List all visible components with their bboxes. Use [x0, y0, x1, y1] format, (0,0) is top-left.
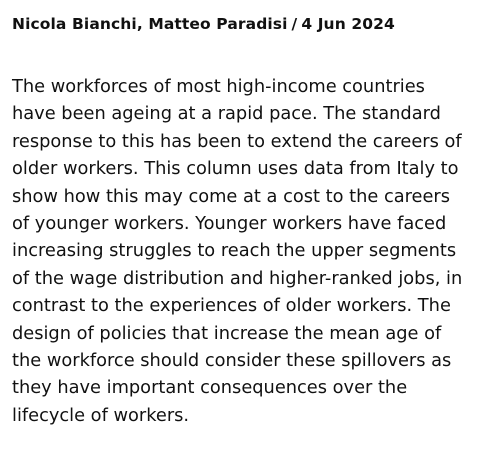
abstract-line: the workforce should consider these spillovers as	[12, 350, 452, 372]
abstract-line: older workers. This column uses data from Italy to	[12, 158, 459, 180]
abstract-line: increasing struggles to reach the upper segments	[12, 240, 457, 262]
abstract-line: have been ageing at a rapid pace. The standard	[12, 103, 441, 125]
abstract-line: design of policies that increase the mean age of	[12, 322, 442, 344]
publication-date: 4 Jun 2024	[301, 15, 395, 33]
abstract-line: of the wage distribution and higher-ranked jobs, in	[12, 267, 463, 289]
article-summary	[12, 14, 496, 429]
abstract-line: show how this may come at a cost to the careers	[12, 185, 451, 207]
author-names: Nicola Bianchi, Matteo Paradisi	[12, 15, 288, 33]
abstract-line: The workforces of most high-income countries	[12, 76, 425, 97]
abstract-line: response to this has been to extend the careers of	[12, 130, 462, 152]
abstract-text	[12, 73, 496, 429]
abstract-line: contrast to the experiences of older workers. The	[12, 295, 451, 317]
abstract-line: lifecycle of workers.	[12, 404, 190, 426]
byline-separator: /	[291, 15, 298, 33]
byline	[12, 14, 496, 34]
abstract-line: they have important consequences over the	[12, 377, 408, 399]
abstract-line: of younger workers. Younger workers have faced	[12, 213, 447, 235]
